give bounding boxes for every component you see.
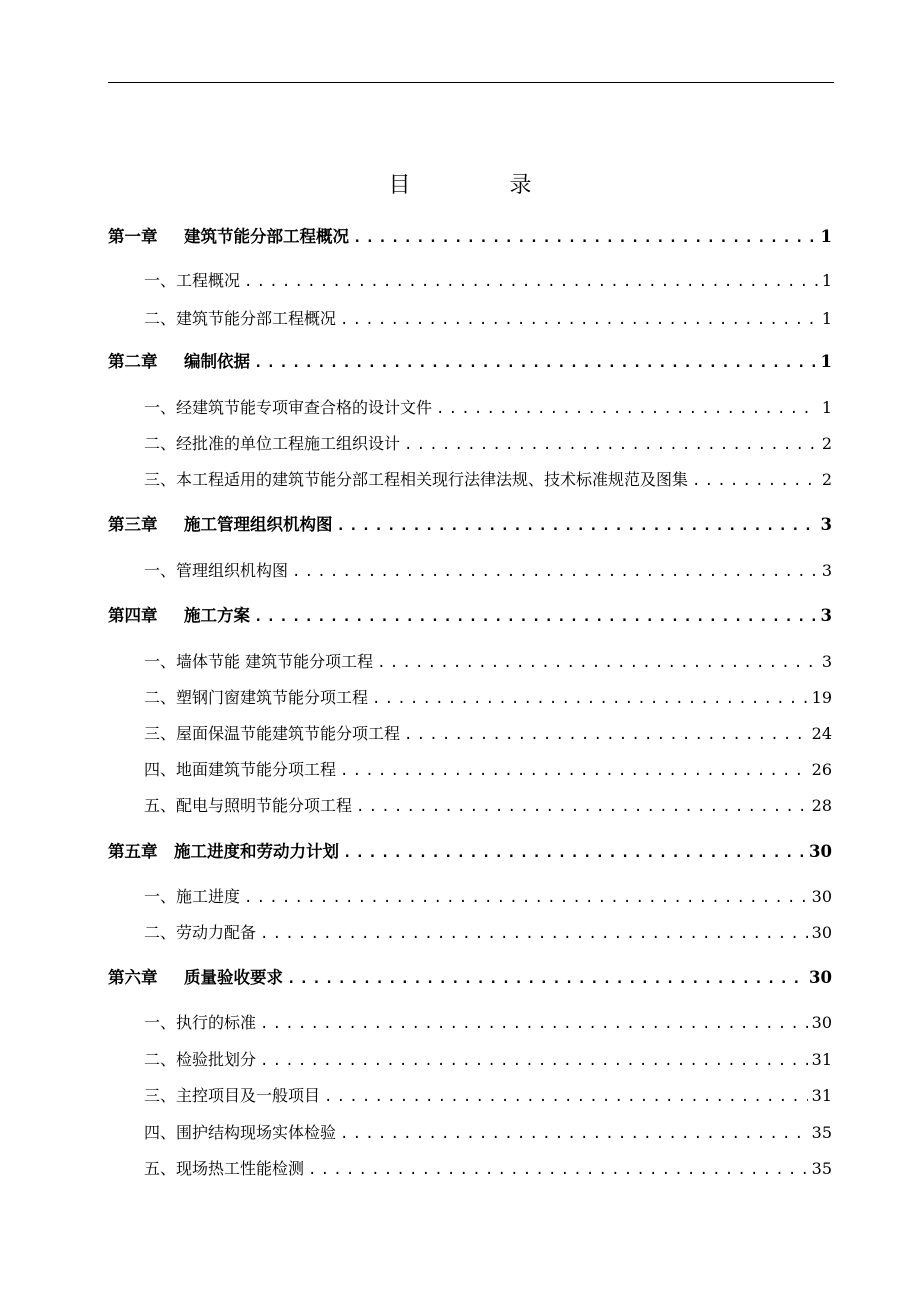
page-number: 30 (809, 968, 832, 987)
leader-dots (356, 796, 808, 818)
page-number: 28 (811, 796, 832, 815)
toc-entry-text: 二、塑钢门窗建筑节能分项工程 (144, 688, 369, 707)
page-number: 3 (821, 561, 832, 580)
toc-section[interactable] (144, 723, 832, 746)
page-number: 30 (809, 842, 832, 861)
page-number: 2 (821, 434, 832, 453)
toc-entry-text: 二、经批准的单位工程施工组织设计 (144, 434, 401, 453)
toc-section[interactable] (144, 1158, 832, 1181)
leader-dots (292, 561, 818, 583)
toc-entry-text: 一、施工进度 (144, 887, 241, 906)
toc-section[interactable] (144, 687, 832, 710)
page-title: 目 录 (388, 173, 578, 198)
toc-section[interactable] (144, 922, 832, 945)
page-number: 30 (811, 887, 832, 906)
toc-section[interactable] (144, 560, 832, 583)
page-number: 1 (821, 398, 832, 417)
chapter-number: 第四章 (108, 606, 158, 625)
leader-dots (372, 688, 808, 710)
page-number: 2 (821, 470, 832, 489)
page-number: 24 (811, 724, 832, 743)
page-number: 26 (811, 760, 832, 779)
leader-dots (260, 1013, 808, 1035)
toc-section[interactable] (144, 1012, 832, 1035)
toc-chapter-1[interactable] (108, 226, 832, 249)
chapter-number: 第三章 (108, 515, 158, 534)
toc-section[interactable] (144, 433, 832, 456)
toc-section[interactable] (144, 1049, 832, 1072)
page-number: 1 (821, 271, 832, 290)
leader-dots (244, 271, 818, 293)
page-number: 35 (811, 1123, 832, 1142)
page-number: 19 (811, 688, 832, 707)
toc-section[interactable] (144, 308, 832, 331)
toc-entry-text: 建筑节能分部工程概况 (184, 227, 349, 246)
toc-entry-text: 五、配电与照明节能分项工程 (144, 796, 353, 815)
page-number: 1 (821, 309, 832, 328)
toc-section[interactable] (144, 795, 832, 818)
page-number: 1 (820, 227, 832, 246)
leader-dots (324, 1086, 808, 1108)
toc-entry-text: 施工方案 (184, 606, 250, 625)
leader-dots (377, 652, 818, 674)
leader-dots (340, 760, 808, 782)
toc-entry-text: 三、屋面保温节能建筑节能分项工程 (144, 724, 401, 743)
leader-dots (287, 968, 805, 990)
toc-section[interactable] (144, 759, 832, 782)
leader-dots (343, 842, 805, 864)
toc-entry-text: 一、经建筑节能专项审查合格的设计文件 (144, 398, 433, 417)
toc-entry-text: 施工管理组织机构图 (184, 515, 333, 534)
leader-dots (340, 1123, 808, 1145)
toc-entry-text: 二、检验批划分 (144, 1050, 257, 1069)
toc-section[interactable] (144, 397, 832, 420)
toc-entry-text: 五、现场热工性能检测 (144, 1159, 305, 1178)
toc-entry-text: 二、建筑节能分部工程概况 (144, 309, 337, 328)
toc-entry-text: 三、主控项目及一般项目 (144, 1086, 321, 1105)
leader-dots (404, 724, 808, 746)
toc-entry-text: 二、劳动力配备 (144, 923, 257, 942)
leader-dots (254, 606, 817, 628)
toc-section[interactable] (144, 1085, 832, 1108)
toc-entry-text: 三、本工程适用的建筑节能分部工程相关现行法律法规、技术标准规范及图集 (144, 470, 689, 489)
toc-chapter-6[interactable] (108, 967, 832, 990)
toc-entry-text: 编制依据 (184, 352, 250, 371)
page-number: 31 (811, 1050, 832, 1069)
page-number: 35 (811, 1159, 832, 1178)
leader-dots (337, 515, 817, 537)
leader-dots (254, 352, 817, 374)
page-number: 3 (821, 652, 832, 671)
toc-entry-text: 一、管理组织机构图 (144, 561, 289, 580)
chapter-number: 第二章 (108, 352, 158, 371)
toc-section[interactable] (144, 1122, 832, 1145)
leader-dots (340, 309, 818, 331)
page-number: 30 (811, 1013, 832, 1032)
leader-dots (260, 923, 808, 945)
header-rule (108, 82, 834, 83)
page-number: 1 (820, 352, 832, 371)
chapter-number: 第五章 (108, 842, 158, 861)
leader-dots (244, 887, 808, 909)
toc-entry-text: 质量验收要求 (184, 968, 283, 987)
toc-section[interactable] (144, 469, 832, 492)
page-number: 3 (820, 515, 832, 534)
toc-entry-text: 一、墙体节能 建筑节能分项工程 (144, 652, 374, 671)
toc-entry-text: 施工进度和劳动力计划 (174, 842, 339, 861)
leader-dots (436, 398, 818, 420)
toc-section[interactable] (144, 886, 832, 909)
toc-entry-text: 四、围护结构现场实体检验 (144, 1123, 337, 1142)
leader-dots (692, 470, 818, 492)
page-number: 30 (811, 923, 832, 942)
leader-dots (260, 1050, 808, 1072)
leader-dots (308, 1159, 808, 1181)
page-number: 3 (820, 606, 832, 625)
chapter-number: 第六章 (108, 968, 158, 987)
toc-chapter-3[interactable] (108, 514, 832, 537)
toc-section[interactable] (144, 270, 832, 293)
leader-dots (353, 227, 817, 249)
leader-dots (404, 434, 818, 456)
toc-entry-text: 一、执行的标准 (144, 1013, 257, 1032)
chapter-number: 第一章 (108, 227, 158, 246)
toc-chapter-2[interactable] (108, 351, 832, 374)
toc-entry-text: 四、地面建筑节能分项工程 (144, 760, 337, 779)
toc-chapter-5[interactable] (108, 841, 832, 864)
toc-entry-text: 一、工程概况 (144, 271, 241, 290)
toc-chapter-4[interactable] (108, 605, 832, 628)
toc-section[interactable] (144, 651, 832, 674)
page-number: 31 (811, 1086, 832, 1105)
